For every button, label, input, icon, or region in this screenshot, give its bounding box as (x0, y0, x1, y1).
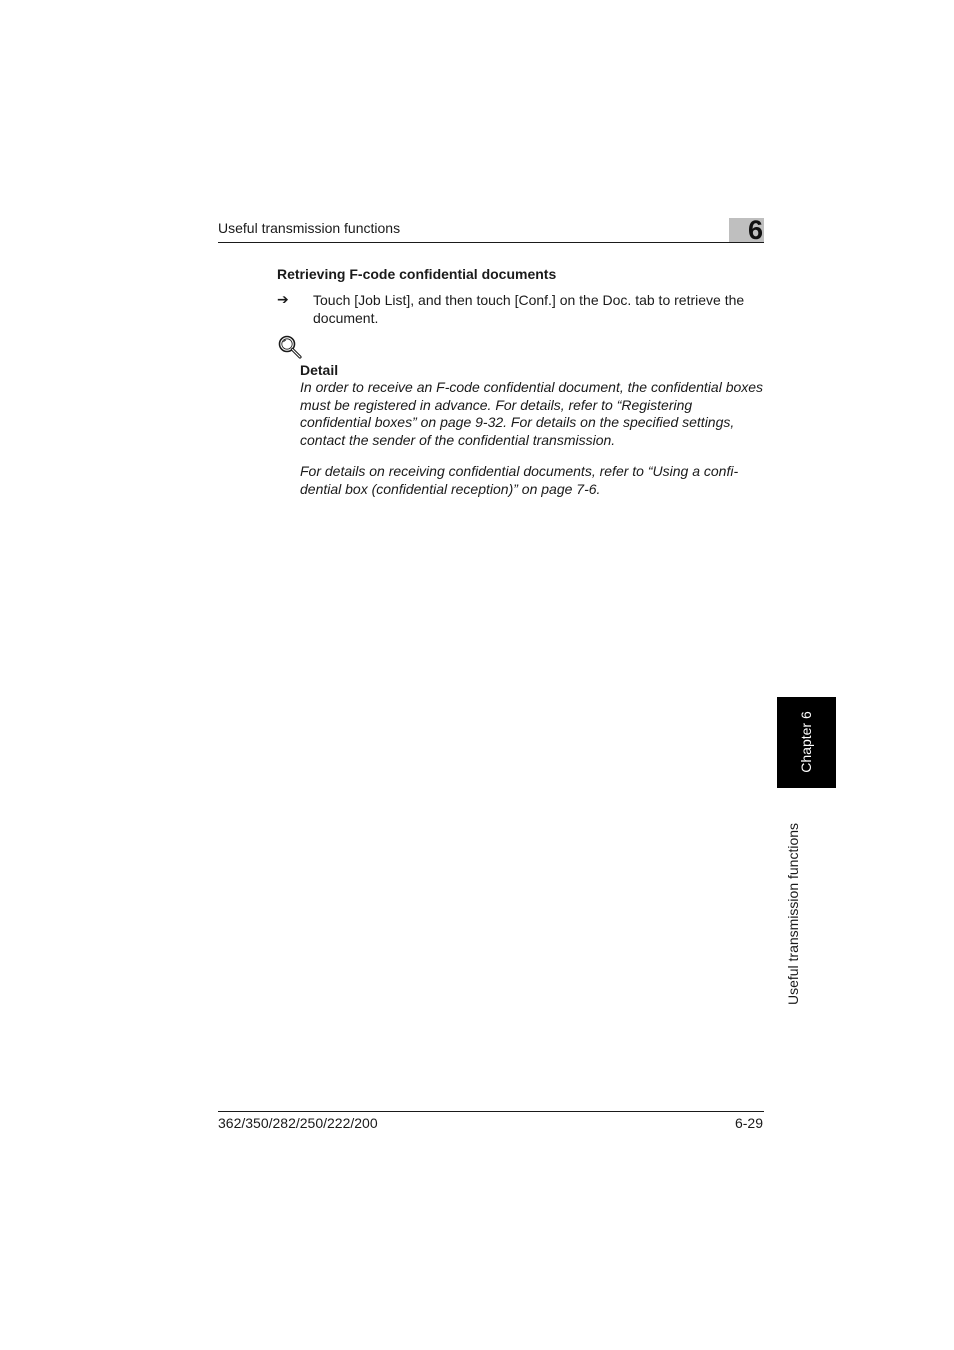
step-text: Touch [Job List], and then touch [Conf.] on the Doc. tab to retrieve the document. (313, 292, 745, 326)
chapter-number: 6 (747, 218, 763, 242)
detail-paragraph-1: In order to receive an F-code confidential document, the confidential boxes must be registered in advance. For details, refer to “Registering confidential boxes” on page 9-32. For details on the specified settings, contact the sender of the confidential transmission. (300, 379, 764, 448)
running-header-title: Useful transmission functions (218, 220, 401, 236)
detail-label: Detail (300, 362, 339, 378)
side-section-label: Useful transmission functions (785, 822, 801, 1006)
detail-paragraph-2: For details on receiving confidential documents, refer to “Using a confi-dential box (confidential reception)” on page 7-6. (300, 463, 739, 497)
chapter-side-tab-label: Chapter 6 (798, 711, 814, 773)
chapter-side-tab (777, 697, 836, 788)
header-rule (218, 242, 764, 243)
footer-page-number: 6-29 (734, 1115, 763, 1131)
section-heading: Retrieving F-code confidential documents (277, 266, 557, 282)
footer-rule (218, 1111, 764, 1112)
step-arrow-icon: ➔ (277, 291, 289, 307)
magnifier-icon (277, 334, 303, 360)
chapter-number-badge (729, 218, 764, 242)
footer-model-numbers: 362/350/282/250/222/200 (218, 1115, 378, 1131)
